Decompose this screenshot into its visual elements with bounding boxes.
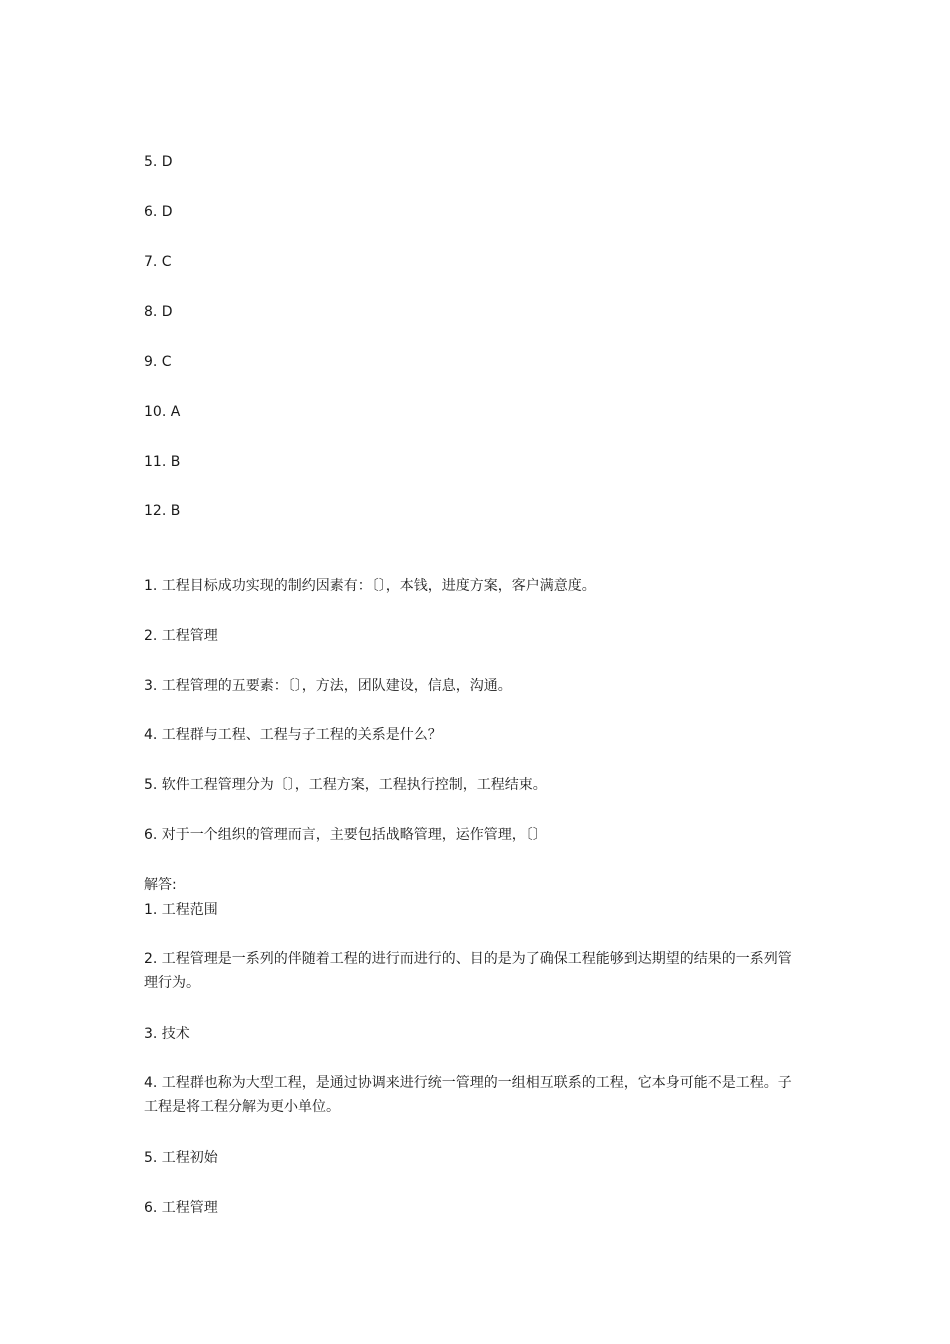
question-item: 4. 工程群与工程、工程与子工程的关系是什么？ xyxy=(144,727,442,743)
question-item: 6. 对于一个组织的管理而言，主要包括战略管理，运作管理，〔〕 xyxy=(144,827,547,843)
answer-item: 6. D xyxy=(144,204,173,220)
question-item: 3. 工程管理的五要素：〔〕，方法，团队建设，信息，沟通。 xyxy=(144,678,512,694)
question-item: 1. 工程目标成功实现的制约因素有：〔〕，本钱，进度方案，客户满意度。 xyxy=(144,578,596,594)
answer-item: 4. 工程群也称为大型工程，是通过协调来进行统一管理的一组相互联系的工程，它本身可能不是工程。子工程是将工程分解为更小单位。 xyxy=(144,1075,792,1115)
answer-item: 3. 技术 xyxy=(144,1026,190,1042)
answer-item: 2. 工程管理是一系列的伴随着工程的进行而进行的、目的是为了确保工程能够到达期望的结果的一系列管理行为。 xyxy=(144,951,792,991)
answer-item: 11. B xyxy=(144,454,181,470)
answer-item: 9. C xyxy=(144,354,172,370)
answer-item: 6. 工程管理 xyxy=(144,1200,218,1216)
answer-heading: 解答: xyxy=(144,877,177,893)
answer-item: 12. B xyxy=(144,503,181,519)
question-item: 2. 工程管理 xyxy=(144,628,218,644)
answer-item: 1. 工程范围 xyxy=(144,902,218,918)
answer-item: 7. C xyxy=(144,254,172,270)
question-item: 5. 软件工程管理分为〔〕，工程方案，工程执行控制，工程结束。 xyxy=(144,777,547,793)
answer-item: 5. 工程初始 xyxy=(144,1150,218,1166)
answer-item: 10. A xyxy=(144,404,181,420)
answer-item: 8. D xyxy=(144,304,173,320)
answer-item: 5. D xyxy=(144,154,173,170)
